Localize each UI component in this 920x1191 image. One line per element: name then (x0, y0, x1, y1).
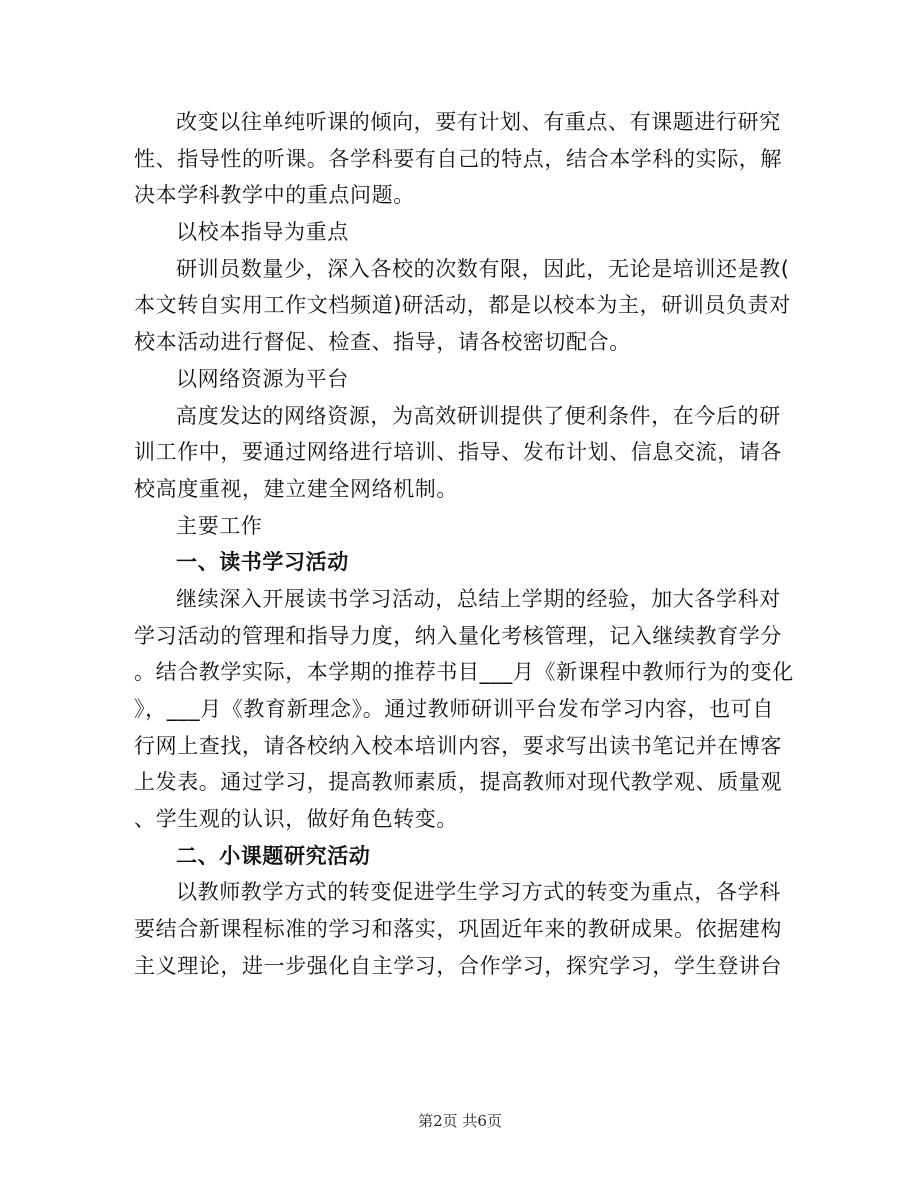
text-line: 以教师教学方式的转变促进学生学习方式的转变为重点，各学科 (176, 880, 781, 905)
page-footer: 第2页 共6页 (418, 1112, 502, 1130)
text-line: 高度发达的网络资源，为高效研训提供了便利条件，在今后的研 (176, 403, 781, 428)
text-line: 学习活动的管理和指导力度，纳入量化考核管理，记入继续教育学分 (134, 623, 782, 648)
text-line: 校高度重视，建立建全网络机制。 (134, 476, 458, 501)
text-line: 行网上查找，请各校纳入校本培训内容，要求写出读书笔记并在博客 (134, 733, 782, 758)
text-line: 以校本指导为重点 (176, 220, 349, 245)
text-line: 。结合教学实际，本学期的推荐书目___月《新课程中教师行为的变化 (134, 660, 794, 685)
para-school-based (134, 251, 791, 361)
document-body (134, 104, 794, 985)
text-line: 上发表。通过学习，提高教师素质，提高教师对现代教学观、质量观 (134, 770, 782, 795)
text-line: 性、指导性的听课。各学科要有自己的特点，结合本学科的实际，解 (134, 146, 782, 171)
para-listening-approach (134, 104, 782, 214)
heading-network-platform (134, 361, 774, 398)
heading-main-work (134, 508, 774, 545)
text-line: 研训员数量少，深入各校的次数有限，因此，无论是培训还是教( (176, 256, 790, 281)
text-line: 二、小课题研究活动 (176, 843, 371, 868)
text-line: 决本学科教学中的重点问题。 (134, 183, 415, 208)
para-network (134, 398, 782, 508)
text-line: 、学生观的认识，做好角色转变。 (134, 807, 458, 832)
text-line: 改变以往单纯听课的倾向，要有计划、有重点、有课题进行研究 (176, 110, 781, 134)
text-line: 校本活动进行督促、检查、指导，请各校密切配合。 (134, 330, 631, 355)
heading-reading-activity (134, 544, 774, 581)
para-small-topic (134, 874, 782, 984)
heading-small-topic-research (134, 838, 774, 875)
text-line: 训工作中，要通过网络进行培训、指导、发布计划、信息交流，请各 (134, 440, 782, 465)
text-line: 本文转自实用工作文档频道)研活动，都是以校本为主，研训员负责对 (134, 293, 791, 318)
text-line: 主要工作 (176, 513, 263, 538)
text-line: 要结合新课程标准的学习和落实，巩固近年来的教研成果。依据建构 (134, 917, 782, 942)
text-line: 继续深入开展读书学习活动，总结上学期的经验，加大各学科对 (176, 586, 781, 611)
text-line: 一、读书学习活动 (176, 550, 349, 575)
text-line: 以网络资源为平台 (176, 366, 349, 391)
text-line: 》，___月《教育新理念》。通过教师研训平台发布学习内容，也可自 (134, 697, 774, 721)
heading-school-based-guidance (134, 214, 774, 251)
para-reading (134, 581, 794, 838)
text-line: 主义理论，进一步强化自主学习，合作学习，探究学习，学生登讲台 (134, 953, 782, 978)
